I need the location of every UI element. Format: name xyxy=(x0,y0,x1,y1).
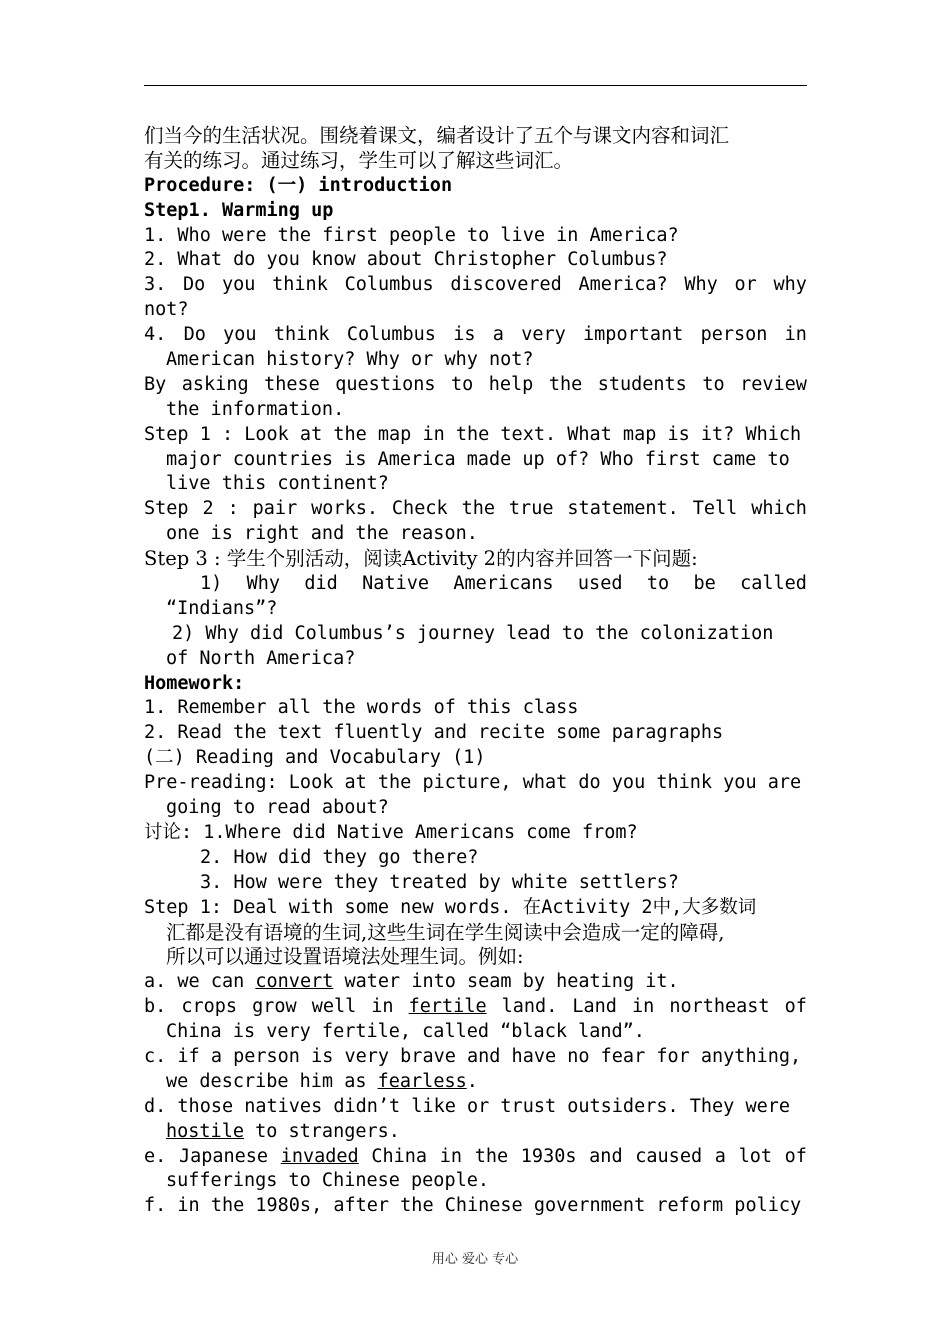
word: works. xyxy=(311,498,378,520)
asking-line xyxy=(144,373,807,398)
word: Japanese xyxy=(178,1145,269,1167)
word: Native xyxy=(362,573,429,595)
step1-line-3: live this continent? xyxy=(166,473,389,495)
example-c: c. if a person is very brave and have no fear for anything, xyxy=(144,1045,802,1067)
vocab-word-fearless: fearless xyxy=(377,1070,467,1092)
word: of xyxy=(784,1145,807,1167)
word: think xyxy=(273,324,330,346)
word: is xyxy=(453,324,476,346)
word: used xyxy=(577,573,623,595)
word: the xyxy=(474,1145,509,1167)
example-b xyxy=(144,995,807,1020)
word: Check xyxy=(391,498,448,520)
word: Why xyxy=(246,573,281,595)
question-4 xyxy=(144,323,807,348)
word: b. xyxy=(144,996,167,1018)
word: true xyxy=(508,498,554,520)
word: By xyxy=(144,373,167,395)
homework-heading: Homework: xyxy=(144,672,245,694)
word: discovered xyxy=(450,274,562,296)
word: e. xyxy=(144,1145,167,1167)
pre-reading-line-2: going to read about? xyxy=(166,797,389,819)
procedure-heading: Procedure: (一) introduction xyxy=(144,174,453,196)
step3-question-1-end: “Indians”? xyxy=(166,597,278,619)
word: America? xyxy=(578,274,668,296)
question-1: 1. Who were the first people to live in America? xyxy=(144,224,679,246)
word: why xyxy=(773,274,807,296)
word: China xyxy=(371,1145,428,1167)
word: and xyxy=(589,1145,623,1167)
document-body xyxy=(144,124,807,1219)
step3-question-1 xyxy=(144,572,807,597)
word: important xyxy=(583,324,684,346)
word: asking xyxy=(181,373,249,395)
deal-line-1: Step 1: Deal with some new words. 在Activity 2中,大多数词 xyxy=(144,896,757,918)
deal-line-2: 汇都是没有语境的生词,这些生词在学生阅读中会造成一定的障碍, xyxy=(166,920,725,944)
example-e-end: sufferings to Chinese people. xyxy=(166,1170,490,1192)
word: 1) xyxy=(200,573,223,595)
discussion-line-1: 讨论: 1.Where did Native Americans come from? xyxy=(144,821,638,843)
word: be xyxy=(693,573,716,595)
example-a-pre: a. we can xyxy=(144,971,256,993)
word: the xyxy=(548,373,583,395)
word: Tell xyxy=(692,498,738,520)
word: did xyxy=(304,573,338,595)
word: to xyxy=(702,373,725,395)
word: review xyxy=(740,373,807,395)
word: students xyxy=(597,373,687,395)
word: well xyxy=(311,996,357,1018)
vocab-word-convert: convert xyxy=(255,971,334,993)
vocab-word-hostile: hostile xyxy=(166,1120,244,1142)
word: these xyxy=(264,373,320,395)
word: northeast xyxy=(669,996,770,1018)
word: in xyxy=(784,324,807,346)
example-e xyxy=(144,1145,807,1170)
word: statement. xyxy=(567,498,679,520)
word: Do xyxy=(183,274,206,296)
example-d: d. those natives didn’t like or trust outsiders. They were xyxy=(144,1095,791,1117)
word: you xyxy=(223,324,257,346)
word: : xyxy=(227,498,239,520)
example-f: f. in the 1980s, after the Chinese government reform policy xyxy=(144,1195,802,1217)
step1-line-2: major countries is America made up of? Who first came to xyxy=(166,448,790,470)
page-footer: 用心 爱心 专心 xyxy=(431,1252,519,1267)
intro-line-2: 有关的练习。通过练习，学生可以了解这些词汇。 xyxy=(144,148,574,172)
step3-question-2: 2) Why did Columbus’s journey lead to the colonization xyxy=(172,622,774,644)
word: a xyxy=(492,324,504,346)
vocab-word-fertile: fertile xyxy=(408,996,487,1018)
example-c-pre: we describe him as xyxy=(166,1070,378,1092)
word: Americans xyxy=(453,573,554,595)
word: to xyxy=(451,373,474,395)
word: very xyxy=(521,324,566,346)
header-rule xyxy=(144,85,807,86)
word: questions xyxy=(335,373,436,395)
word: person xyxy=(700,324,768,346)
homework-1: 1. Remember all the words of this class xyxy=(144,697,579,719)
word: caused xyxy=(635,1145,703,1167)
word: or xyxy=(734,274,757,296)
word: pair xyxy=(252,498,298,520)
section-2-heading: (二) Reading and Vocabulary (1) xyxy=(144,747,486,769)
word: to xyxy=(646,573,670,595)
word: Columbus xyxy=(346,324,436,346)
example-c-post: . xyxy=(466,1070,478,1092)
homework-2: 2. Read the text fluently and recite some paragraphs xyxy=(144,722,724,744)
word: 4. xyxy=(144,324,167,346)
word: think xyxy=(272,274,328,296)
word: which xyxy=(751,498,807,520)
warming-up-heading: Step1. Warming up xyxy=(144,199,334,221)
vocab-word-invaded: invaded xyxy=(280,1145,359,1167)
discussion-line-2: 2. How did they go there? xyxy=(200,846,479,868)
discussion-line-3: 3. How were they treated by white settlers? xyxy=(200,871,679,893)
step3-line: Step 3 : 学生个别活动，阅读Activity 2的内容并回答一下问题: xyxy=(144,547,698,571)
word: 1930s xyxy=(520,1145,577,1167)
step3-question-2-end: of North America? xyxy=(166,647,356,669)
word: in xyxy=(371,996,394,1018)
word: Columbus xyxy=(344,274,434,296)
step1-line-1: Step 1 : Look at the map in the text. What map is it? Which xyxy=(144,423,802,445)
example-c-end xyxy=(144,1070,807,1095)
word: 2 xyxy=(202,498,214,520)
word: in xyxy=(439,1145,463,1167)
word: the xyxy=(461,498,495,520)
intro-line-1: 们当今的生活状况。围绕着课文，编者设计了五个与课文内容和词汇 xyxy=(144,124,730,147)
example-d-post: to strangers. xyxy=(243,1120,400,1142)
question-3-end: not? xyxy=(144,299,189,321)
step2-line-end: one is right and the reason. xyxy=(166,523,478,545)
example-a-post: water into seam by heating it. xyxy=(333,971,679,993)
deal-line-3: 所以可以通过设置语境法处理生词。例如: xyxy=(166,945,524,969)
example-b-end: China is very fertile, called “black land”. xyxy=(166,1021,645,1043)
word: Land xyxy=(572,996,617,1018)
word: crops xyxy=(181,996,238,1018)
word: in xyxy=(632,996,655,1018)
asking-line-end: the information. xyxy=(166,398,345,420)
question-4-end: American history? Why or why not? xyxy=(166,349,534,371)
word: called xyxy=(740,573,807,595)
word: grow xyxy=(252,996,297,1018)
pre-reading-line-1: Pre-reading: Look at the picture, what do you think you are xyxy=(144,772,802,794)
word: Step xyxy=(144,498,189,520)
example-a xyxy=(144,970,807,995)
word: land. xyxy=(501,996,558,1018)
question-3 xyxy=(144,273,807,298)
word: a xyxy=(714,1145,726,1167)
word: help xyxy=(488,373,534,395)
question-2: 2. What do you know about Christopher Columbus? xyxy=(144,249,668,271)
example-d-end xyxy=(144,1120,807,1145)
word: 3. xyxy=(144,274,167,296)
word: of xyxy=(784,996,807,1018)
word: you xyxy=(222,274,256,296)
step2-line xyxy=(144,497,807,522)
word: lot xyxy=(738,1145,772,1167)
word: Why xyxy=(684,274,718,296)
word: Do xyxy=(183,324,206,346)
